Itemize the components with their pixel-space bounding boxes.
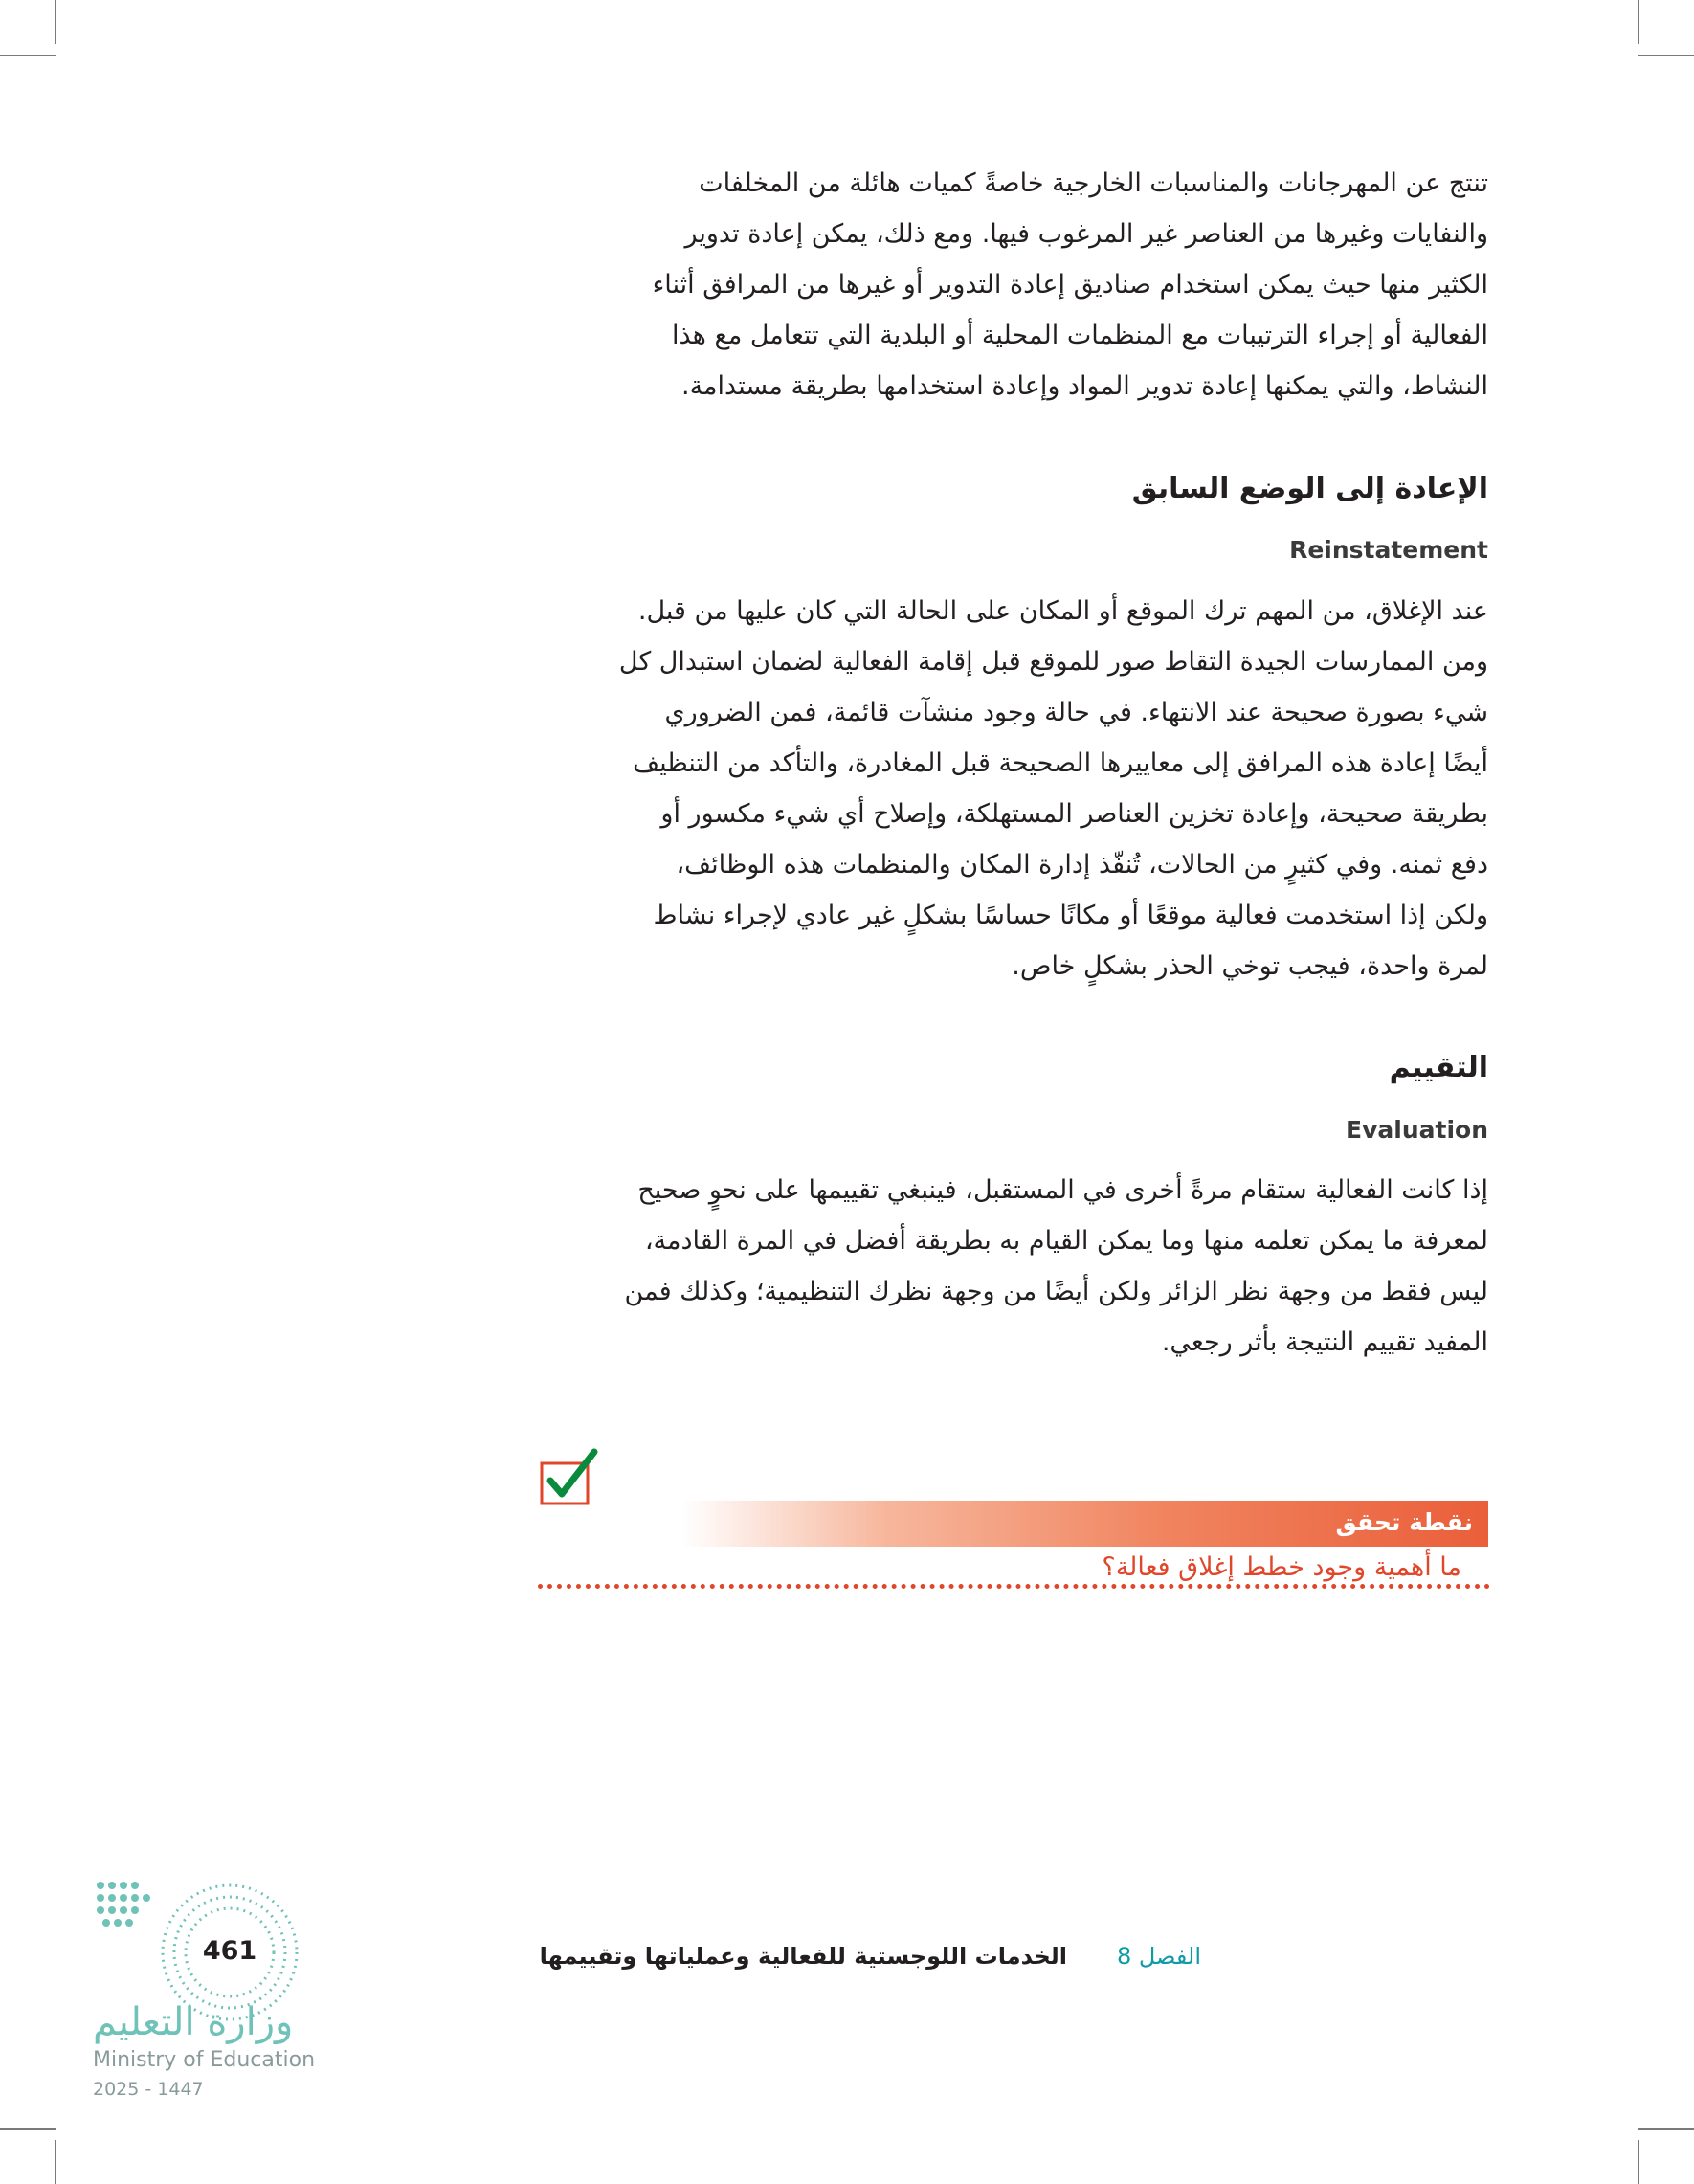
reinstatement-line: ولكن إذا استخدمت فعالية موقعًا أو مكانًا حساسًا بشكلٍ غير عادي لإجراء نشاط <box>653 901 1488 930</box>
checkpoint-divider <box>538 1584 1490 1591</box>
reinstatement-line: بطريقة صحيحة، وإعادة تخزين العناصر المستهلكة، وإصلاح أي شيء مكسور أو <box>660 799 1488 829</box>
evaluation-paragraph <box>531 1165 1488 1368</box>
crop-mark-top-left-h <box>0 55 56 56</box>
evaluation-line: إذا كانت الفعالية ستقام مرةً أخرى في المستقبل، فينبغي تقييمها على نحوٍ صحيح <box>637 1175 1488 1205</box>
reinstatement-line: شيء بصورة صحيحة عند الانتهاء. في حالة وجود منشآت قائمة، فمن الضروري <box>664 698 1488 727</box>
checkpoint-question: ما أهمية وجود خطط إغلاق فعالة؟ <box>1102 1552 1461 1582</box>
crop-mark-bottom-right-v <box>1638 2140 1639 2184</box>
footer-chapter: الفصل 8 <box>1116 1943 1201 1970</box>
checkbox-check-icon <box>539 1448 600 1507</box>
ministry-name-ar: وزارة التعليم <box>93 2000 294 2044</box>
intro-line: الفعالية أو إجراء الترتيبات مع المنظمات المحلية أو البلدية التي تتعامل مع هذا <box>671 321 1488 350</box>
reinstatement-line: دفع ثمنه. وفي كثيرٍ من الحالات، تُنفّذ إدارة المكان والمنظمات هذه الوظائف، <box>676 850 1488 880</box>
ministry-name-en: Ministry of Education <box>93 2048 316 2072</box>
crop-mark-bottom-right-h <box>1638 2128 1694 2130</box>
reinstatement-line: عند الإغلاق، من المهم ترك الموقع أو المكان على الحالة التي كان عليها من قبل. <box>637 596 1488 626</box>
evaluation-heading-ar: التقييم <box>1389 1051 1488 1084</box>
page-number: 461 <box>202 1936 257 1966</box>
intro-line: الكثير منها حيث يمكن استخدام صناديق إعادة التدوير أو غيرها من المرافق أثناء <box>652 270 1488 300</box>
evaluation-line: لمعرفة ما يمكن تعلمه منها وما يمكن القيام به بطريقة أفضل في المرة القادمة، <box>644 1226 1488 1256</box>
intro-line: النشاط، والتي يمكنها إعادة تدوير المواد وإعادة استخدامها بطريقة مستدامة. <box>681 371 1488 401</box>
checkpoint-bar <box>681 1501 1488 1547</box>
footer-title: الخدمات اللوجستية للفعالية وعملياتها وتقييمها <box>539 1943 1067 1970</box>
reinstatement-paragraph <box>531 586 1488 992</box>
ministry-year: 2025 - 1447 <box>93 2079 204 2100</box>
crop-mark-top-right-v <box>1638 0 1639 44</box>
intro-paragraph <box>531 158 1488 412</box>
intro-line: تنتج عن المهرجانات والمناسبات الخارجية خاصةً كميات هائلة من المخلفات <box>699 168 1488 198</box>
crop-mark-top-left-v <box>55 0 56 44</box>
evaluation-line: المفيد تقييم النتيجة بأثر رجعي. <box>1161 1327 1488 1357</box>
crop-mark-bottom-left-v <box>55 2140 56 2184</box>
reinstatement-heading-ar: الإعادة إلى الوضع السابق <box>1131 472 1488 505</box>
reinstatement-heading-en: Reinstatement <box>1289 536 1488 564</box>
evaluation-heading-en: Evaluation <box>1346 1116 1488 1144</box>
evaluation-line: ليس فقط من وجهة نظر الزائر ولكن أيضًا من وجهة نظرك التنظيمية؛ وكذلك فمن <box>624 1277 1488 1306</box>
reinstatement-line: لمرة واحدة، فيجب توخي الحذر بشكلٍ خاص. <box>1012 951 1488 981</box>
reinstatement-line: ومن الممارسات الجيدة التقاط صور للموقع قبل إقامة الفعالية لضمان استبدال كل <box>618 647 1488 677</box>
checkpoint-title: نقطة تحقق <box>1335 1508 1473 1536</box>
reinstatement-line: أيضًا إعادة هذه المرافق إلى معاييرها الصحيحة قبل المغادرة، والتأكد من التنظيف <box>633 748 1488 778</box>
crop-mark-top-right-h <box>1638 55 1694 56</box>
crop-mark-bottom-left-h <box>0 2128 56 2130</box>
intro-line: والنفايات وغيرها من العناصر غير المرغوب فيها. ومع ذلك، يمكن إعادة تدوير <box>684 219 1488 249</box>
